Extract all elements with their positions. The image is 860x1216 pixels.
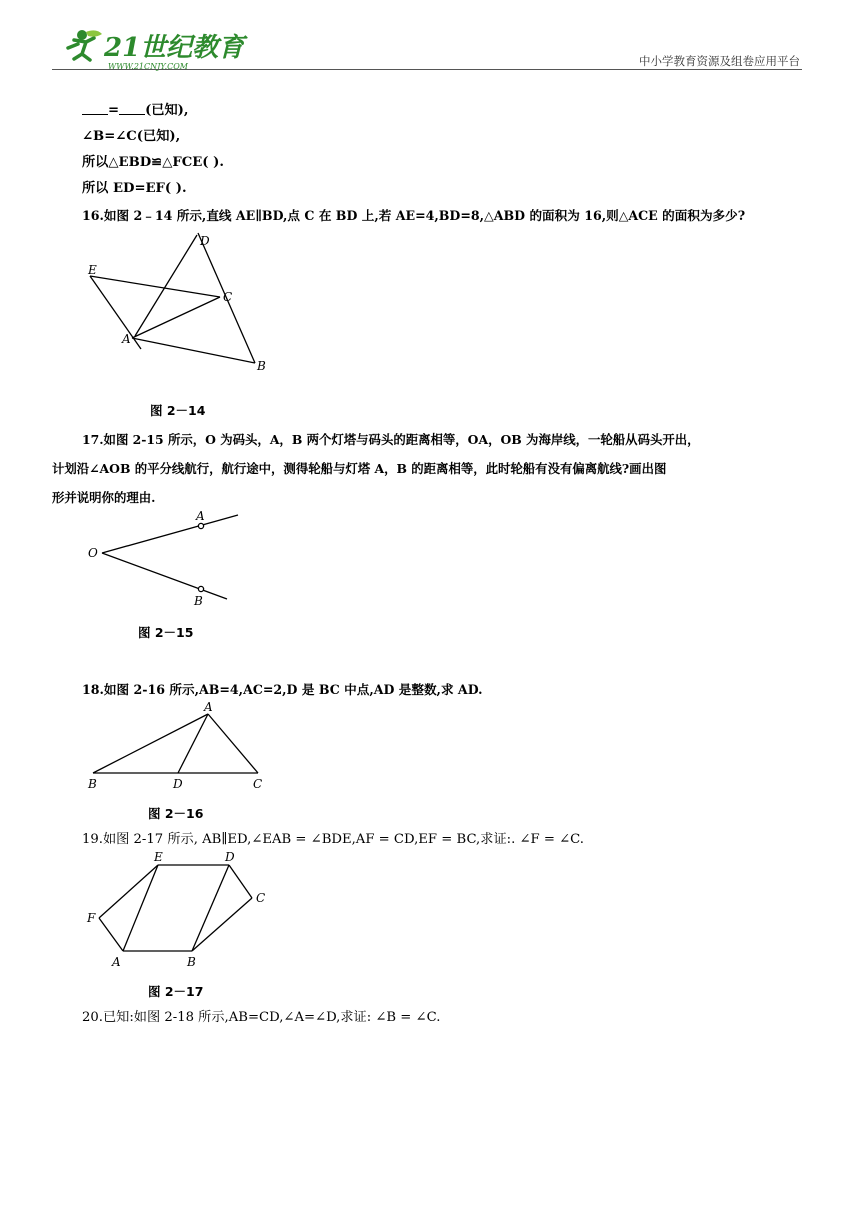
figure-2-14 [80, 228, 280, 393]
figure-caption-2-16: 图 2－16 [148, 806, 204, 821]
proof-line-1-reason: (已知), [145, 103, 189, 118]
label-C: C [223, 290, 233, 304]
label-D: D [200, 234, 210, 248]
label-C: C [253, 777, 263, 791]
answer-blank [119, 102, 145, 115]
label-A: A [204, 700, 213, 714]
question-18: 18.如图 2-16 所示,AB=4,AC=2,D 是 BC 中点,AD 是整数,求 AD. [82, 682, 483, 697]
question-17-line-3: 形并说明你的理由. [52, 490, 156, 505]
site-logo [52, 26, 245, 72]
figure-2-17 [80, 846, 280, 971]
header-divider [52, 69, 802, 70]
figure-caption-2-17: 图 2－17 [148, 984, 204, 999]
figure-caption-2-15: 图 2－15 [138, 625, 194, 640]
question-19: 19.如图 2-17 所示, AB∥ED,∠EAB = ∠BDE,AF = CD,EF = BC,求证:. ∠F = ∠C. [82, 832, 584, 847]
proof-line-3: 所以△EBD≌△FCE( ). [82, 155, 224, 170]
proof-line-1 [82, 99, 189, 118]
label-A: A [196, 509, 205, 523]
label-E: E [154, 850, 163, 864]
label-D: D [225, 850, 235, 864]
label-D: D [173, 777, 183, 791]
figure-caption-2-14: 图 2－14 [150, 403, 206, 418]
label-A: A [122, 332, 131, 346]
question-20: 20.已知:如图 2-18 所示,AB=CD,∠A=∠D,求证: ∠B = ∠C. [82, 1010, 441, 1025]
label-B: B [88, 777, 97, 791]
label-B: B [257, 359, 266, 373]
figure-2-15 [80, 505, 260, 615]
equals-sign: = [108, 103, 120, 118]
label-E: E [88, 263, 97, 277]
question-16: 16.如图 2﹣14 所示,直线 AE∥BD,点 C 在 BD 上,若 AE=4,BD=8,△ABD 的面积为 16,则△ACE 的面积为多少? [82, 208, 746, 223]
label-B: B [194, 594, 203, 608]
question-17-line-1: 17.如图 2-15 所示，O 为码头，A，B 两个灯塔与码头的距离相等，OA，OB 为海岸线，一轮船从码头开出， [82, 432, 700, 447]
answer-blank [82, 102, 108, 115]
label-O: O [88, 546, 98, 560]
logo-text: 21世纪教育 [104, 33, 245, 63]
question-17-line-2: 计划沿∠AOB 的平分线航行，航行途中，测得轮船与灯塔 A，B 的距离相等，此时轮船有没有偏离航线?画出图 [52, 461, 667, 476]
label-F: F [87, 911, 96, 925]
figure-2-16 [80, 698, 280, 798]
logo-url: WWW.21CNJY.COM [108, 62, 188, 71]
label-A: A [112, 955, 121, 969]
runner-logo-icon [52, 26, 245, 72]
proof-line-4: 所以 ED=EF( ). [82, 181, 187, 196]
proof-line-2: ∠B=∠C(已知), [82, 129, 181, 144]
label-B: B [187, 955, 196, 969]
label-C: C [256, 891, 266, 905]
site-name: 中小学教育资源及组卷应用平台 [639, 54, 800, 68]
